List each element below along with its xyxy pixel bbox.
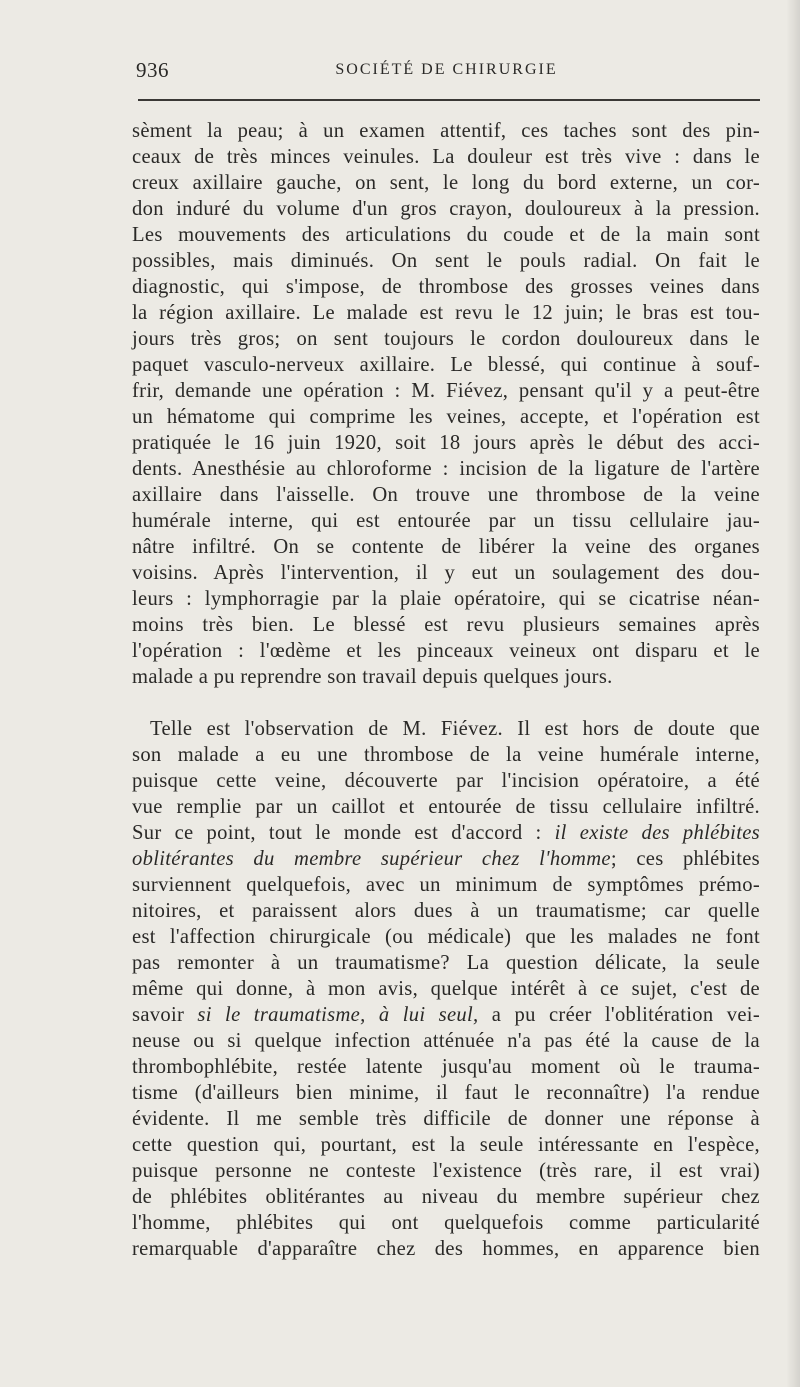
text-line: Les mouvements des articulations du coude et de la main sont: [132, 224, 760, 246]
text-line: est l'affection chirurgicale (ou médicale) que les malades ne font: [132, 926, 760, 948]
page-edge-shadow: [786, 0, 800, 1387]
text-line: surviennent quelquefois, avec un minimum de symptômes prémo-: [132, 874, 760, 896]
text-line: paquet vasculo-nerveux axillaire. Le blessé, qui continue à souf-: [132, 354, 760, 376]
text-line: ceaux de très minces veinules. La douleur est très vive : dans le: [132, 146, 760, 168]
text-line: axillaire dans l'aisselle. On trouve une thrombose de la veine: [132, 484, 760, 506]
italic-text-run: il existe des phlébites: [554, 822, 760, 844]
text-line: l'homme, phlébites qui ont quelquefois comme particularité: [132, 1212, 760, 1234]
text-line: sèment la peau; à un examen attentif, ces taches sont des pin-: [132, 120, 760, 142]
text-line: même qui donne, à mon avis, quelque intérêt à ce sujet, c'est de: [132, 978, 760, 1000]
text-line: dents. Anesthésie au chloroforme : incision de la ligature de l'artère: [132, 458, 760, 480]
text-line: cette question qui, pourtant, est la seule intéressante en l'espèce,: [132, 1134, 760, 1156]
text-line: [132, 820, 760, 846]
text-line: leurs : lymphorragie par la plaie opératoire, qui se cicatrise néan-: [132, 588, 760, 610]
text-line: creux axillaire gauche, on sent, le long du bord externe, un cor-: [132, 172, 760, 194]
text-line: pas remonter à un traumatisme? La question délicate, la seule: [132, 952, 760, 974]
italic-text-run: oblitérantes du membre supérieur chez l'homme: [132, 848, 611, 870]
text-run: savoir: [132, 1004, 198, 1026]
text-line: vue remplie par un caillot et entourée de tissu cellulaire infiltré.: [132, 796, 760, 818]
text-line: l'opération : l'œdème et les pinceaux veineux ont disparu et le: [132, 640, 760, 662]
text-line: pratiquée le 16 juin 1920, soit 18 jours après le début des acci-: [132, 432, 760, 454]
text-line: jours très gros; on sent toujours le cordon douloureux dans le: [132, 328, 760, 350]
text-line: possibles, mais diminués. On sent le pouls radial. On fait le: [132, 250, 760, 272]
text-line: remarquable d'apparaître chez des hommes, en apparence bien: [132, 1238, 760, 1260]
text-line: puisque cette veine, découverte par l'incision opératoire, a été: [132, 770, 760, 792]
page-number: 936: [136, 58, 169, 82]
text-run: a pu créer l'oblitération vei-: [478, 1004, 760, 1026]
header-rule: [138, 99, 760, 101]
text-run: Sur ce point, tout le monde est d'accord :: [132, 822, 555, 844]
text-line: Telle est l'observation de M. Fiévez. Il est hors de doute que: [150, 718, 760, 740]
running-title: SOCIÉTÉ DE CHIRURGIE: [335, 61, 558, 78]
text-line: [132, 846, 760, 872]
text-line: voisins. Après l'intervention, il y eut un soulagement des dou-: [132, 562, 760, 584]
text-line: son malade a eu une thrombose de la veine humérale interne,: [132, 744, 760, 766]
text-line: frir, demande une opération : M. Fiévez, pensant qu'il y a peut-être: [132, 380, 760, 402]
text-line: moins très bien. Le blessé est revu plusieurs semaines après: [132, 614, 760, 636]
text-line: thrombophlébite, restée latente jusqu'au moment où le trauma-: [132, 1056, 760, 1078]
text-line: de phlébites oblitérantes au niveau du membre supérieur chez: [132, 1186, 760, 1208]
text-line: nâtre infiltré. On se contente de libérer la veine des organes: [132, 536, 760, 558]
text-line: la région axillaire. Le malade est revu le 12 juin; le bras est tou-: [132, 302, 760, 324]
text-line: [132, 1002, 760, 1028]
text-line: tisme (d'ailleurs bien minime, il faut le reconnaître) l'a rendue: [132, 1082, 760, 1104]
italic-text-run: si le traumatisme, à lui seul,: [197, 1004, 479, 1026]
text-line: humérale interne, qui est entourée par un tissu cellulaire jau-: [132, 510, 760, 532]
text-line: diagnostic, qui s'impose, de thrombose des grosses veines dans: [132, 276, 760, 298]
text-run: ; ces phlébites: [610, 848, 760, 870]
text-line: malade a pu reprendre son travail depuis quelques jours.: [132, 666, 613, 688]
text-line: nitoires, et paraissent alors dues à un traumatisme; car quelle: [132, 900, 760, 922]
text-line: un hématome qui comprime les veines, accepte, et l'opération est: [132, 406, 760, 428]
text-line: puisque personne ne conteste l'existence (très rare, il est vrai): [132, 1160, 760, 1182]
text-line: évidente. Il me semble très difficile de donner une réponse à: [132, 1108, 760, 1130]
text-line: don induré du volume d'un gros crayon, douloureux à la pression.: [132, 198, 760, 220]
text-line: neuse ou si quelque infection atténuée n'a pas été la cause de la: [132, 1030, 760, 1052]
page-header: [133, 58, 760, 88]
